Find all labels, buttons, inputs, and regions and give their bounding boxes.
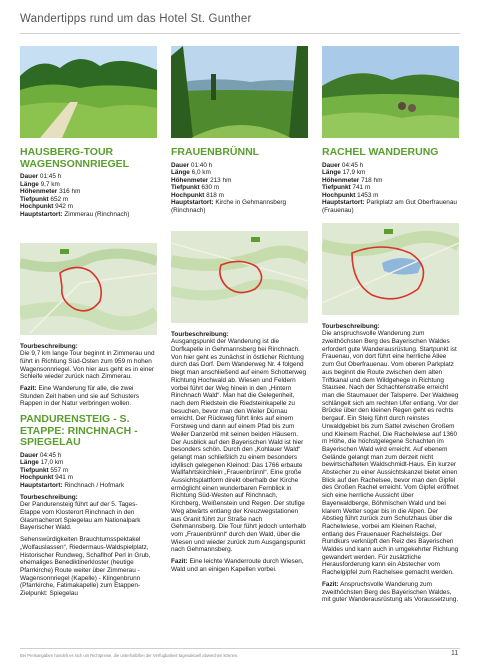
tour-facts: Dauer 04:45 h Länge 17,9 km Höhenmeter 718 hm Tiefpunkt 741 m Hochpunkt 1453 m Hauptstartort: Parkplatz am Gut Oberfrauenau (Frauenau) <box>322 161 457 215</box>
tour-photo <box>171 46 308 138</box>
tour-title: FRAUENBRÜNNL <box>171 146 260 158</box>
tour-description: Tourbeschreibung: Ausgangspunkt der Wanderung ist die Dorfkapelle in Gehmannsberg bei Rinchnach. Von hier geht es zunächst in östlicher Richtung durch das Dorf. Dem Wanderweg Nr. 4 folgend biegt man anschließend auf einem Schotterweg Richtung Hochwald ab. Wiesen und Feldern vorbei führt der Weg hinein in den „Hintern Rinchnach Wald“. Man hat die Gelegenheit, nach dem Riedstein die Riedsteinkapelle zu besuchen, bevor man den Weiler Dürnau erreicht. Der Rückweg führt links auf einem Forstweg und dann auf einem Pfad bis zum Weiler Danzeröd mit seinen beiden Häusern. Der Ausblick auf den Bayerischen Wald ist hier besonders schön. Durch den „Kohlauer Wald“ gelangt man schließlich zu einem besonders idyllisch gelegenen Kleinod: Das 1766 erbaute Wallfahrtskirchlein „Frauenbrünnl“. Eine große Aussichtsplattform direkt oberhalb der Kirche ermöglicht einen wunderbaren Fernblick in Richtung Süd-Westen auf Rinchnach, Kirchberg, Weißenstein und Regen. Der stufige Weg abwärts entlang der Kreuzwegstationen aus Granit führt zur Straße nach Gehmannsberg. Die Tour führt jedoch unterhalb vom „Frauenbrünnl“ durch den Wald, über die Wiesen und wieder zurück zum Ausgangspunkt nach Gehmannsberg. Fazit: Eine leichte Wanderroute durch Wiesen, Wald und an einigen Kapellen vorbei. <box>171 330 306 573</box>
tour-facts: Dauer 01:45 h Länge 9,7 km Höhenmeter 316 hm Tiefpunkt 652 m Hochpunkt 942 m Hauptstartort: Zimmerau (Rinchnach) <box>20 173 130 218</box>
footer-note: Bei Preisangaben handelt es sich um Richtpreise, die unterhalb/bei der Verfügbarkeit tagesaktuell abweichen können. <box>20 653 239 658</box>
tour-description: Tourbeschreibung: Der Pandurensteig führt auf der 5. Tages-Etappe vom Klosterort Rinchnach in den Glasmacherort Spiegelau am Nationalpark Bayerischer Wald. Sehenswürdigkeiten Brauchtumsspektakel „Wolfauslassen“, Riedermaus-Waldspielplatz, Historischer Rundweg, Schaflhof Perl in Grub, ehemaliges Benediktinerkloster (heutige Pfarrkirche) Route weiter über Zimmerau - Wagensonnriegel (Kapelle) - Klingenbrunn (Pfarrkirche, Fatimakapelle) zum Etappen-Zielpunkt: Spiegelau <box>20 493 151 598</box>
tour-description: Tourbeschreibung: Die 9,7 km lange Tour beginnt in Zimmerau und führt in Richtung Süd-Osten zum 959 m hohen Wagensonnriegel. Von hier aus geht es in einer Schleife wieder zurück nach Zimmerau. Fazit: Eine Wanderung für alle, die zwei Stunden Zeit haben und sie auf Schusters Rappen in der Natur verbringen wollen. <box>20 342 155 408</box>
tour-map <box>20 243 157 335</box>
page-number: 11 <box>451 650 459 657</box>
tour-column-1 <box>20 46 157 602</box>
tour-photo <box>20 46 157 138</box>
tour-column-2 <box>171 46 308 577</box>
tour-map <box>171 231 308 323</box>
page-title: Wandertipps rund um das Hotel St. Gunther <box>20 13 252 25</box>
header-divider <box>20 33 460 34</box>
footer-divider <box>20 648 460 649</box>
tour-facts: Dauer 01:40 h Länge 6,0 km Höhenmeter 213 hm Tiefpunkt 630 m Hochpunkt 818 m Hauptstartort: Kirche in Gehmannsberg (Rinchnach) <box>171 161 287 215</box>
tour-column-3 <box>322 46 459 608</box>
tour-photo <box>322 46 459 138</box>
tour-facts: Dauer 04:45 h Länge 17,0 km Tiefpunkt 557 m Hochpunkt 941 m Hauptstartort: Rinchnach / Hofmark <box>20 451 125 490</box>
tour-title: HAUSBERG-TOUR WAGENSONNRIEGEL <box>20 146 130 170</box>
tour-title: PANDURENSTEIG - S. ETAPPE: RINCHNACH - SPIEGELAU <box>20 413 138 449</box>
tour-description: Tourbeschreibung: Die anspruchsvolle Wanderung zum zweithöchsten Berg des Bayerischen Waldes erfordert gute Wanderausrüstung. Startpunkt ist Frauenau, von dort führt eine herrliche Allee zum Gut Oberfrauenau. Vom oberen Parkplatz aus beginnt die Route zwischen dem alten Triftkanal und dem Wildgehege in Richtung Stausee. Nach der Schachtenstraße erreicht man die Staumauer der Talsperre. Der Waldweg schlängelt sich am rechten Ufer entlang. Vor der Brücke über den kleinen Regen geht es rechts bergauf. Ein Steig führt durch reinstes Urwaldgebiet bis zum Sattel zwischen Großem und Kleinem Rachel. Die Rachelwiese auf 1360 m Höhe, die höchstgelegene Schachten im Bayerischen Wald wird erreicht. Auf ebenem Gelände gelangt man zum derzeit nicht bewirtschafteten Waldschmidt-Haus. Ein kurzer Abstecher zu einer Aussichtskanzel bietet einen Blick auf den Rachelsee, bevor man den Gipfel des Großen Rachel erreicht. Vom Gipfel eröffnet sich eine herrliche Aussicht über Bayerwaldberge, Böhmischen Wald und bei klarem Wetter sogar bis in die Alpen. Der Abstieg führt zurück zum Schutzhaus über die Rachelwiese, vorbei am Kleinen Rachel, entlang des Frauenauer Rachelsteigs. Der Rundkurs verknüpft den Reiz des Bayerischen Waldes und kann auch in umgekehrter Richtung gewandert werden. Für zusätzliche Herausforderung kann ein Abstecher vom Rachelgipfel zum Rachelsee gemacht werden. Fazit: Anspruchsvolle Wanderung zum zweithöchsten Berg des Bayerischen Waldes, mit guter Wanderausrüstung als Voraussetzung. <box>322 322 459 604</box>
tour-title: RACHEL WANDERUNG <box>322 146 439 158</box>
tour-map <box>322 223 459 315</box>
